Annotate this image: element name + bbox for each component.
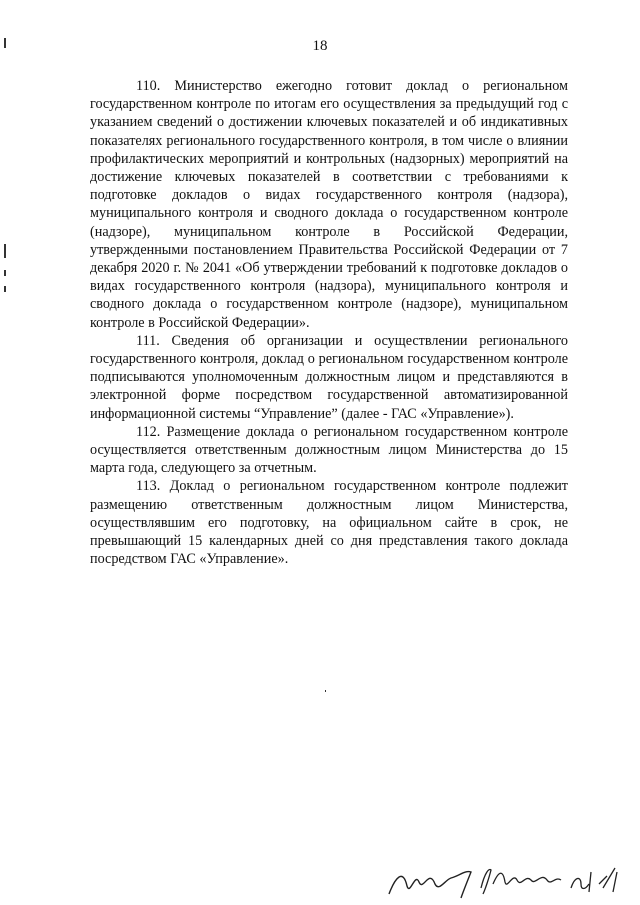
scan-mark <box>4 270 6 276</box>
page-number: 18 <box>312 38 328 54</box>
paragraph-113: 113. Доклад о региональном государственном контроле подлежит размещению ответственным должностным лицом Министерства, осуществлявшим его подготовку, на официальном сайте в срок, не превышающий 15 календарных дней со дня представления такого доклада посредством ГАС «Управление». <box>90 478 568 568</box>
paragraph-110: 110. Министерство ежегодно готовит доклад о региональном государственном контроле по итогам его осуществления за предыдущий год с указанием сведений о достижении ключевых показателей и об индикативных показателях регионального государственного контроля, в том числе о влиянии профилактических мероприятий и контрольных (надзорных) мероприятий на достижение ключевых показателей в соответствии с требованиями к подготовке докладов о видах государственного контроля (надзора), муниципального контроля и сводного доклада о государственном контроле (надзоре), муниципальном контроле в Российской Федерации, утвержденными постановлением Правительства Российской Федерации от 7 декабря 2020 г. № 2041 «Об утверждении требований к подготовке докладов о видах государственного контроля (надзора), муниципального контроля и сводного доклада о государственном контроле (надзоре), муниципальном контроле в Российской Федерации». <box>90 78 568 331</box>
scan-mark <box>4 286 6 292</box>
handwritten-signature <box>385 858 625 902</box>
paragraph-112: 112. Размещение доклада о региональном государственном контроле осуществляется ответственным должностным лицом Министерства до 15 марта года, следующего за отчетным. <box>90 423 568 477</box>
paragraph-111: 111. Сведения об организации и осуществлении регионального государственного контроля, доклад о региональном государственном контроле подписываются уполномоченным должностным лицом и представляются в электронной форме посредством государственной автоматизированной информационной системы “Управление” (далее - ГАС «Управление»). <box>90 332 568 422</box>
scan-mark <box>4 244 6 258</box>
scan-mark <box>325 690 326 692</box>
document-body <box>90 77 568 568</box>
scan-mark <box>4 38 6 48</box>
